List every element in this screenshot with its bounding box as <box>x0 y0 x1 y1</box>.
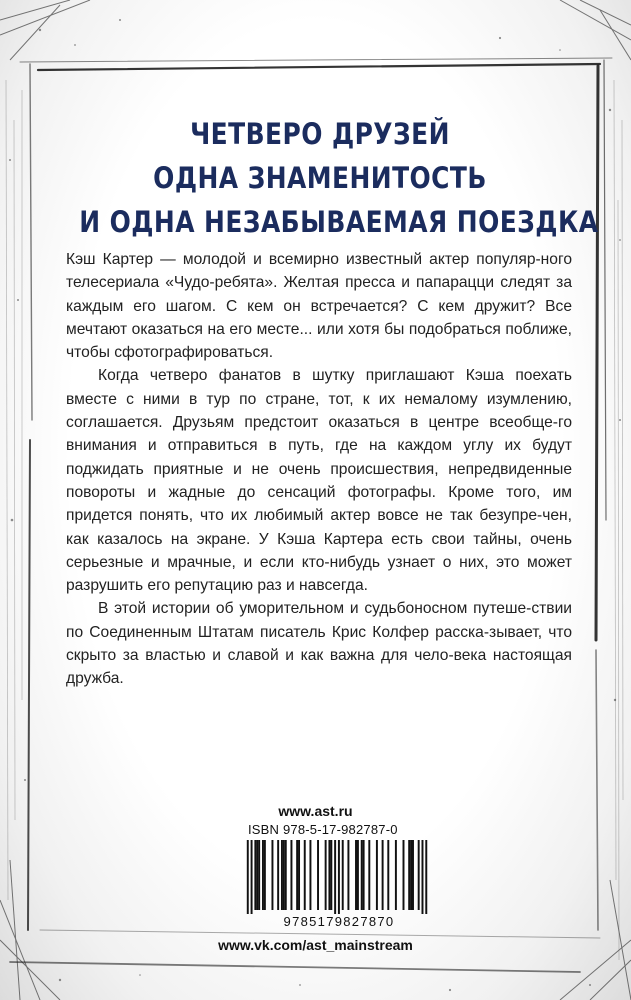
barcode-bar <box>247 840 249 914</box>
barcode-bar <box>342 840 344 910</box>
isbn-label: ISBN 978-5-17-982787-0 <box>248 822 398 837</box>
barcode-bar <box>338 840 340 914</box>
barcode-bar <box>357 840 359 910</box>
barcode-bar <box>296 840 298 910</box>
blurb-paragraph-1: Кэш Картер — молодой и всемирно известный актер популяр-ного телесериала «Чудо-ребята». Желтая пресса и папарацци следят за каждым его шагом. С кем он встречается? С кем дружит? Все мечтают оказаться на его месте... или хотя бы подобраться поближе, чтобы сфотографироваться. <box>66 251 572 362</box>
barcode-bar <box>328 840 330 910</box>
barcode-bar <box>290 840 292 910</box>
barcode-bar <box>309 840 311 910</box>
barcode-bar <box>330 840 332 910</box>
barcode-bar <box>412 840 414 910</box>
barcode-bar <box>262 840 264 910</box>
barcode-bar <box>281 840 283 910</box>
barcode-bar <box>422 840 424 914</box>
barcode-bar <box>254 840 256 910</box>
barcode-bar <box>271 840 273 910</box>
barcode-bar <box>387 840 389 910</box>
headline-line-3: И ОДНА НЕЗАБЫВАЕМАЯ ПОЕЗДКА <box>79 205 599 239</box>
headline-line-2: ОДНА ЗНАМЕНИТОСТЬ <box>153 161 487 195</box>
barcode-bar <box>283 840 285 910</box>
barcode-bar <box>395 840 397 910</box>
blurb-paragraph-3: В этой истории об уморительном и судьбоносном путеше-ствии по Соединенным Штатам писатель Крис Колфер расска-зывает, что скрыто за властью и славой и как важна для чело-века настоящая дружба. <box>66 600 572 688</box>
barcode-digits: 9785179827870 <box>283 914 395 929</box>
barcode-bar <box>325 840 327 910</box>
headline-line-1: ЧЕТВЕРО ДРУЗЕЙ <box>190 117 450 151</box>
headline <box>79 112 599 244</box>
barcode-bar <box>418 840 420 910</box>
barcode-bar <box>355 840 357 910</box>
barcode-bar <box>382 840 384 910</box>
barcode-bar <box>264 840 266 910</box>
barcode-bar <box>251 840 253 914</box>
barcode-bar <box>425 840 427 914</box>
barcode-bar <box>334 840 336 914</box>
barcode-bar <box>304 840 306 910</box>
vk-link[interactable]: www.vk.com/ast_mainstream <box>218 937 413 953</box>
blurb-text <box>66 248 572 691</box>
barcode-bar <box>317 840 319 910</box>
barcode-bar <box>298 840 300 910</box>
barcode-bar <box>408 840 410 910</box>
barcode-bar <box>376 840 378 910</box>
barcode-bar <box>256 840 258 910</box>
barcode-bar <box>347 840 349 910</box>
barcode-bar <box>277 840 279 910</box>
barcode-bar <box>285 840 287 910</box>
barcode-bar <box>363 840 365 910</box>
barcode-bar <box>410 840 412 910</box>
blurb-paragraph-2: Когда четверо фанатов в шутку приглашают Кэша поехать вместе с ними в тур по стране, тот, к их немалому изумлению, соглашается. Друзьям предстоит оказаться в центре всеобще-го внимания и отправиться в путь, где на каждом углу их будут поджидать приятные и не очень происшествия, непредвиденные повороты и жадные до сенсаций фотографы. Кроме того, им придется понять, что их любимый актер вовсе не так безупре-чен, как казалось на экране. У Кэша Картера есть свои тайны, очень серьезные и мрачные, и если кто-нибудь узнает о них, это может разрушить его репутацию раз и навсегда. <box>66 367 572 595</box>
barcode-bar <box>258 840 260 910</box>
publisher-website[interactable]: www.ast.ru <box>278 803 353 819</box>
barcode-bar <box>403 840 405 910</box>
barcode-bar <box>368 840 370 910</box>
barcode-bars <box>243 840 431 914</box>
barcode-bar <box>361 840 363 910</box>
